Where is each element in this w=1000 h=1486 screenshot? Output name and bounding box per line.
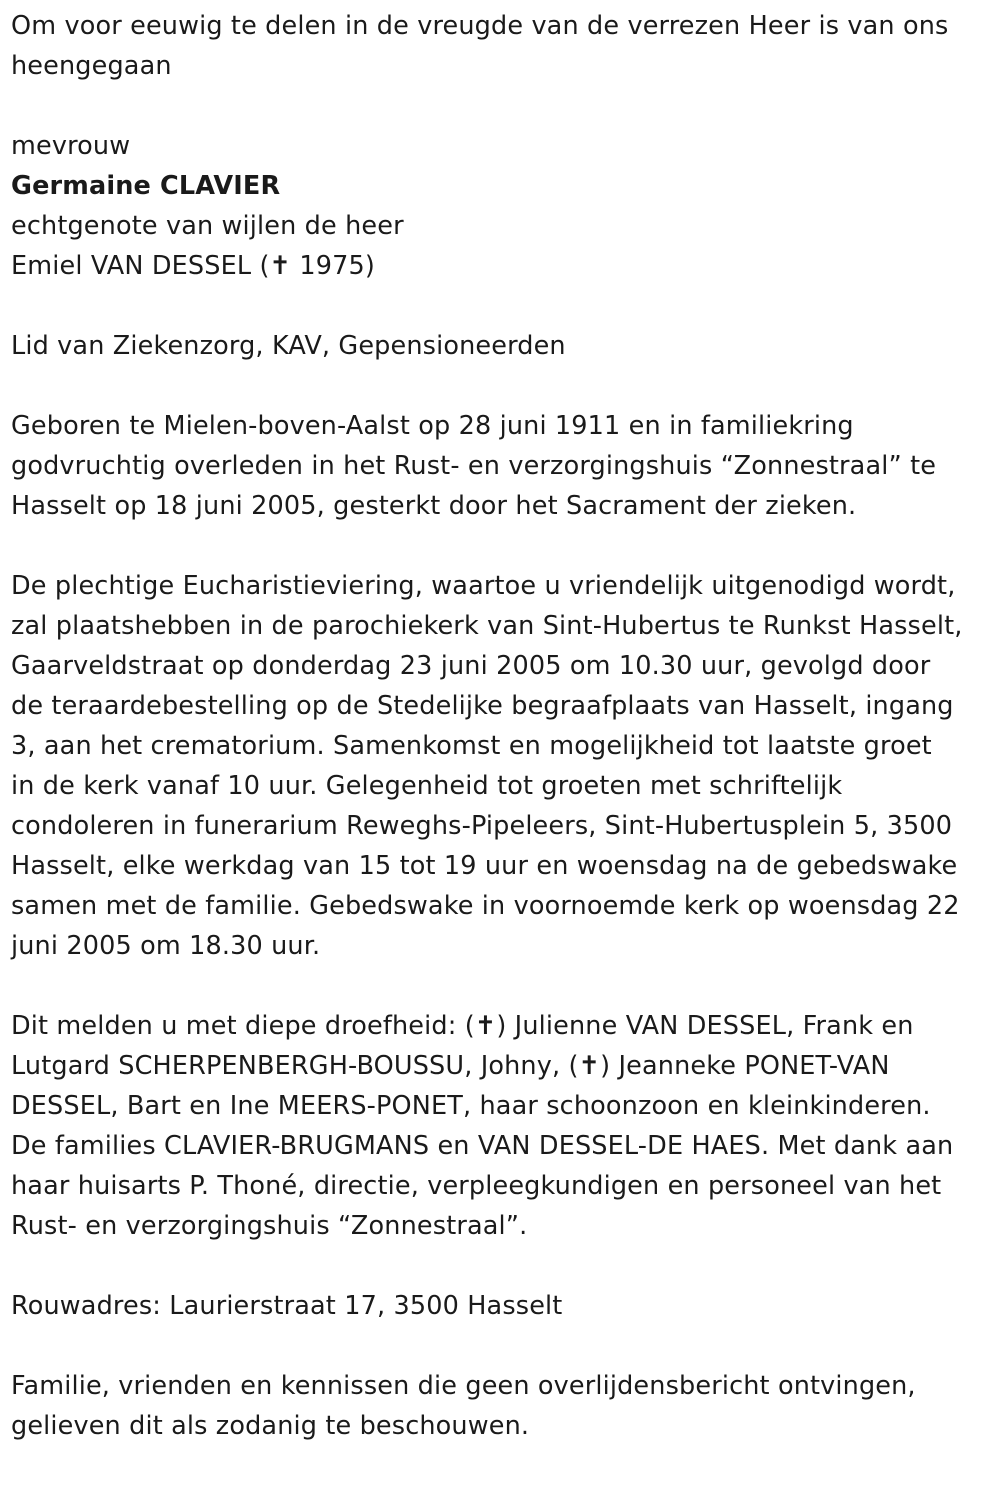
announcers-line: haar huisarts P. Thoné, directie, verpleegkundigen en personeel van het bbox=[11, 1171, 942, 1201]
ceremony-line: 3, aan het crematorium. Samenkomst en mogelijkheid tot laatste groet bbox=[11, 731, 932, 761]
ceremony-line: de teraardebestelling op de Stedelijke begraafplaats van Hasselt, ingang bbox=[11, 691, 954, 721]
closing-line: gelieven dit als zodanig te beschouwen. bbox=[11, 1411, 530, 1441]
birth-death-line: Geboren te Mielen-boven-Aalst op 28 juni 1911 en in familiekring bbox=[11, 411, 854, 441]
mourning-address: Rouwadres: Laurierstraat 17, 3500 Hasselt bbox=[11, 1291, 563, 1321]
ceremony-line: De plechtige Eucharistieviering, waartoe u vriendelijk uitgenodigd wordt, bbox=[11, 571, 956, 601]
spacer bbox=[11, 366, 990, 406]
announcers-line: Lutgard SCHERPENBERGH-BOUSSU, Johny, (✝) Jeanneke PONET-VAN bbox=[11, 1051, 890, 1081]
birth-death-line: godvruchtig overleden in het Rust- en verzorgingshuis “Zonnestraal” te bbox=[11, 451, 937, 481]
ceremony-line: in de kerk vanaf 10 uur. Gelegenheid tot groeten met schriftelijk bbox=[11, 771, 843, 801]
ceremony-paragraph bbox=[11, 566, 990, 966]
spouse-name: Emiel VAN DESSEL (✝ 1975) bbox=[11, 251, 375, 281]
spacer bbox=[11, 1326, 990, 1366]
announcers-line: Dit melden u met diepe droefheid: (✝) Julienne VAN DESSEL, Frank en bbox=[11, 1011, 914, 1041]
birth-death-paragraph bbox=[11, 406, 990, 526]
ceremony-line: Hasselt, elke werkdag van 15 tot 19 uur en woensdag na de gebedswake bbox=[11, 851, 958, 881]
honorific: mevrouw bbox=[11, 131, 131, 161]
intro-paragraph bbox=[11, 6, 990, 86]
spacer bbox=[11, 286, 990, 326]
deceased-name: Germaine CLAVIER bbox=[11, 171, 281, 201]
announcers-paragraph bbox=[11, 1006, 990, 1246]
membership-line: Lid van Ziekenzorg, KAV, Gepensioneerden bbox=[11, 331, 566, 361]
ceremony-line: condoleren in funerarium Reweghs-Pipeleers, Sint-Hubertusplein 5, 3500 bbox=[11, 811, 953, 841]
spacer bbox=[11, 966, 990, 1006]
ceremony-line: zal plaatshebben in de parochiekerk van Sint-Hubertus te Runkst Hasselt, bbox=[11, 611, 963, 641]
birth-death-line: Hasselt op 18 juni 2005, gesterkt door het Sacrament der zieken. bbox=[11, 491, 857, 521]
intro-line: Om voor eeuwig te delen in de vreugde van de verrezen Heer is van ons bbox=[11, 11, 949, 41]
spacer bbox=[11, 526, 990, 566]
spacer bbox=[11, 1246, 990, 1286]
ceremony-line: juni 2005 om 18.30 uur. bbox=[11, 931, 321, 961]
closing-line: Familie, vrienden en kennissen die geen overlijdensbericht ontvingen, bbox=[11, 1371, 916, 1401]
ceremony-line: samen met de familie. Gebedswake in voornoemde kerk op woensdag 22 bbox=[11, 891, 960, 921]
announcers-line: Rust- en verzorgingshuis “Zonnestraal”. bbox=[11, 1211, 528, 1241]
intro-line: heengegaan bbox=[11, 51, 172, 81]
announcers-line: De families CLAVIER-BRUGMANS en VAN DESSEL-DE HAES. Met dank aan bbox=[11, 1131, 954, 1161]
closing-paragraph bbox=[11, 1366, 990, 1446]
spouse-label: echtgenote van wijlen de heer bbox=[11, 211, 404, 241]
ceremony-line: Gaarveldstraat op donderdag 23 juni 2005 om 10.30 uur, gevolgd door bbox=[11, 651, 931, 681]
spacer bbox=[11, 86, 990, 126]
announcers-line: DESSEL, Bart en Ine MEERS-PONET, haar schoonzoon en kleinkinderen. bbox=[11, 1091, 931, 1121]
